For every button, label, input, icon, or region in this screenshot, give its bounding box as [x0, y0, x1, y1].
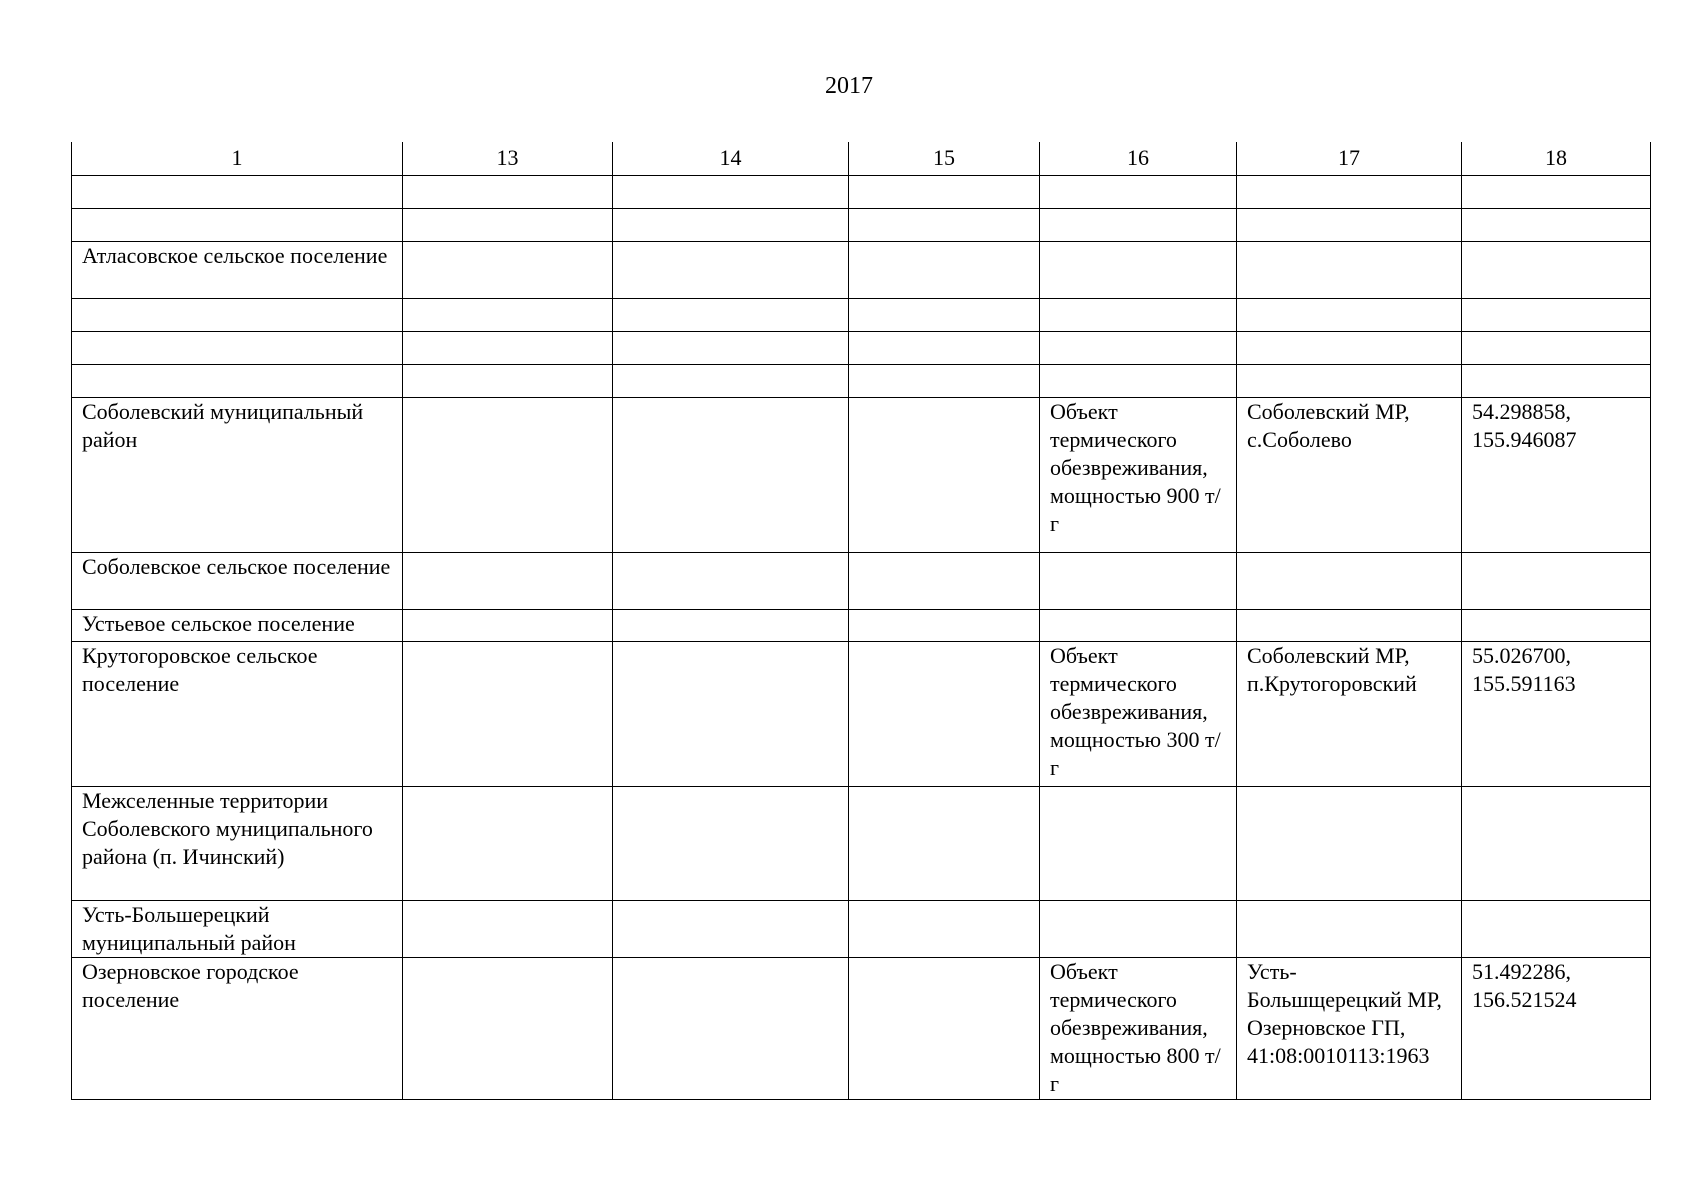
table-cell: [613, 900, 849, 957]
column-header: 16: [1040, 142, 1237, 175]
table-cell: [1237, 175, 1462, 208]
table-row: [72, 364, 1651, 397]
table-cell: [403, 331, 613, 364]
table-cell: [1040, 241, 1237, 298]
table-cell: [72, 298, 403, 331]
table-cell: [403, 609, 613, 641]
table-cell: [1462, 364, 1651, 397]
table-cell: Соболевское сельское поселение: [72, 552, 403, 609]
table-row: [72, 641, 1651, 786]
table-cell: Устьевое сельское поселение: [72, 609, 403, 641]
table-cell: [1462, 175, 1651, 208]
table-cell: [1040, 364, 1237, 397]
table-cell: [1040, 552, 1237, 609]
table-cell: [613, 609, 849, 641]
table-cell: [1237, 331, 1462, 364]
table-row: [72, 331, 1651, 364]
table-cell: [613, 298, 849, 331]
table-cell: [1462, 331, 1651, 364]
data-table: [71, 142, 1651, 1100]
table-cell: [403, 364, 613, 397]
table-cell: Усть-Большщерецкий МР, Озерновское ГП, 41:08:0010113:1963: [1237, 957, 1462, 1099]
table-cell: [1462, 900, 1651, 957]
table-row: [72, 298, 1651, 331]
table-cell: [849, 397, 1040, 552]
table-cell: [1040, 786, 1237, 900]
table-cell: [1237, 552, 1462, 609]
table-cell: [1040, 175, 1237, 208]
table-row: [72, 175, 1651, 208]
table-cell: Объект термического обезвреживания, мощностью 900 т/г: [1040, 397, 1237, 552]
table-cell: [613, 641, 849, 786]
table-cell: [849, 900, 1040, 957]
table-cell: [72, 208, 403, 241]
table-cell: 55.026700, 155.591163: [1462, 641, 1651, 786]
column-header: 14: [613, 142, 849, 175]
table-cell: [849, 364, 1040, 397]
table-cell: [849, 241, 1040, 298]
table-cell: [403, 241, 613, 298]
table-cell: [849, 331, 1040, 364]
table-cell: [849, 609, 1040, 641]
table-cell: [1237, 609, 1462, 641]
table-cell: [1237, 208, 1462, 241]
table-cell: [1040, 298, 1237, 331]
table-cell: [1462, 208, 1651, 241]
table-cell: [403, 397, 613, 552]
table-cell: [613, 364, 849, 397]
table-cell: [403, 641, 613, 786]
table-cell: 54.298858, 155.946087: [1462, 397, 1651, 552]
table-cell: [403, 786, 613, 900]
table-cell: Атласовское сельское поселение: [72, 241, 403, 298]
table-cell: [1040, 609, 1237, 641]
table-cell: Усть-Большерецкий муниципальный район: [72, 900, 403, 957]
table-cell: [72, 331, 403, 364]
table-cell: [849, 298, 1040, 331]
table-cell: [72, 175, 403, 208]
table-cell: [849, 208, 1040, 241]
table-cell: [613, 397, 849, 552]
page-number: 2017: [825, 73, 873, 99]
table-cell: [849, 641, 1040, 786]
table-row: [72, 552, 1651, 609]
table-cell: [613, 786, 849, 900]
table-cell: [1237, 241, 1462, 298]
table-cell: [613, 241, 849, 298]
table-header-row: [72, 142, 1651, 175]
column-header: 15: [849, 142, 1040, 175]
table-cell: [1040, 208, 1237, 241]
table-cell: [72, 364, 403, 397]
table-cell: [1237, 298, 1462, 331]
table-cell: [1040, 900, 1237, 957]
table-cell: [403, 900, 613, 957]
table-cell: [403, 298, 613, 331]
table-cell: 51.492286, 156.521524: [1462, 957, 1651, 1099]
table-cell: [849, 957, 1040, 1099]
table-cell: [613, 331, 849, 364]
table-row: [72, 786, 1651, 900]
column-header: 17: [1237, 142, 1462, 175]
table-cell: [613, 175, 849, 208]
table-cell: Объект термического обезвреживания, мощностью 300 т/г: [1040, 641, 1237, 786]
table-cell: [403, 208, 613, 241]
table-cell: [403, 552, 613, 609]
table-cell: Озерновское городское поселение: [72, 957, 403, 1099]
table-cell: [1237, 900, 1462, 957]
table-cell: [849, 552, 1040, 609]
table-cell: Соболевский муниципальный район: [72, 397, 403, 552]
table-row: [72, 900, 1651, 957]
table-row: [72, 241, 1651, 298]
table-cell: [403, 175, 613, 208]
table-cell: [1462, 786, 1651, 900]
table-cell: [613, 552, 849, 609]
table-row: [72, 957, 1651, 1099]
table-cell: Крутогоровское сельское поселение: [72, 641, 403, 786]
column-header: 1: [72, 142, 403, 175]
table-cell: [1237, 786, 1462, 900]
table-cell: [1462, 298, 1651, 331]
table-cell: Объект термического обезвреживания, мощностью 800 т/г: [1040, 957, 1237, 1099]
table-cell: [1462, 241, 1651, 298]
table-cell: Соболевский МР, п.Крутогоровский: [1237, 641, 1462, 786]
table-cell: [613, 957, 849, 1099]
table-cell: [849, 175, 1040, 208]
column-header: 18: [1462, 142, 1651, 175]
table-cell: [613, 208, 849, 241]
table-cell: [1462, 552, 1651, 609]
table-cell: [1462, 609, 1651, 641]
table-cell: Межселенные территории Соболевского муниципального района (п. Ичинский): [72, 786, 403, 900]
table-cell: Соболевский МР, с.Соболево: [1237, 397, 1462, 552]
table-cell: [1040, 331, 1237, 364]
table-row: [72, 609, 1651, 641]
table-row: [72, 397, 1651, 552]
table-row: [72, 208, 1651, 241]
table-cell: [403, 957, 613, 1099]
column-header: 13: [403, 142, 613, 175]
table-cell: [1237, 364, 1462, 397]
table-cell: [849, 786, 1040, 900]
